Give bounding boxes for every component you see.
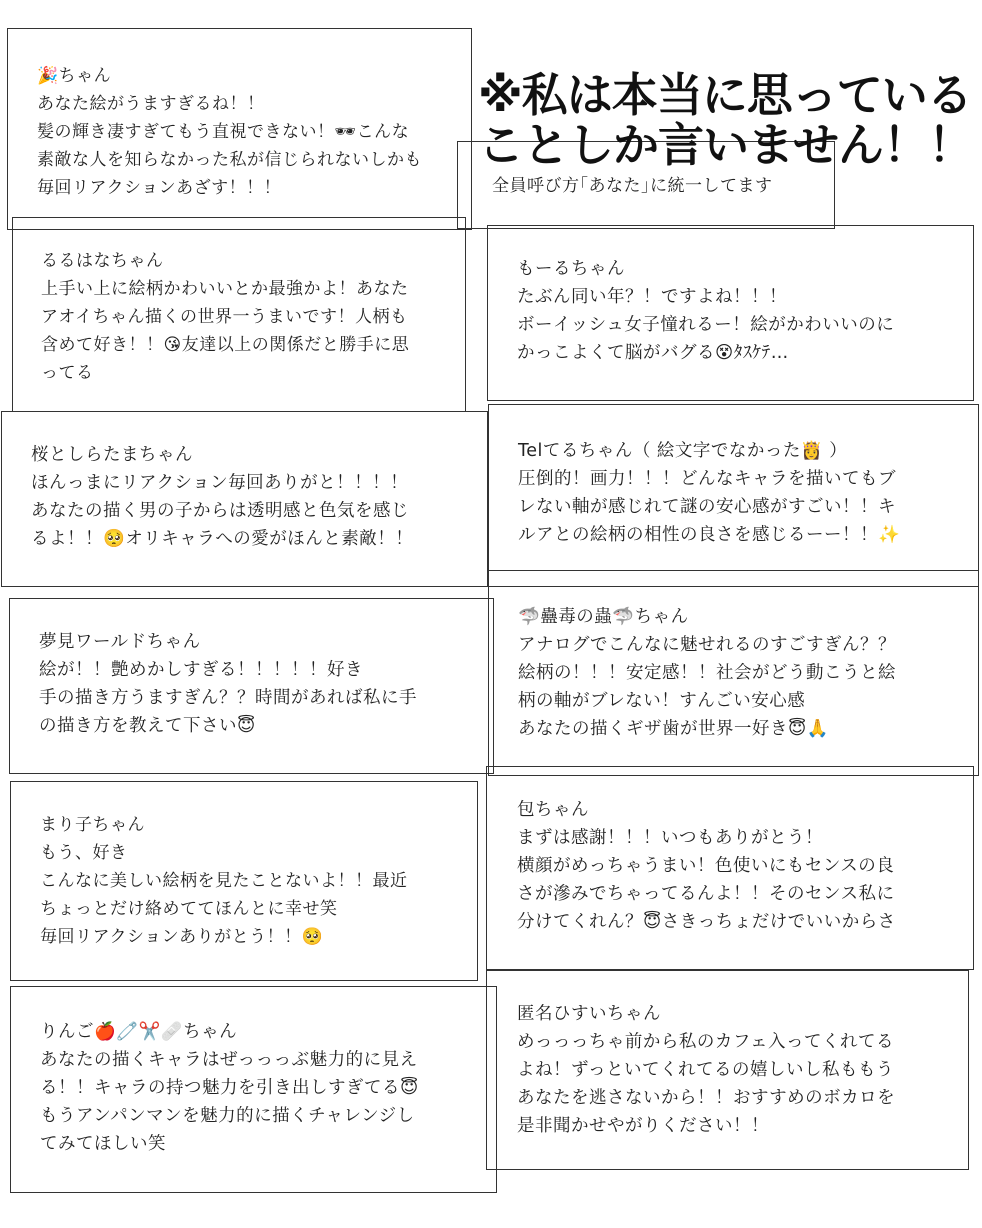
sender-name: 🎉ちゃん xyxy=(37,66,112,86)
message-line: 含めて好き！！😘友達以上の関係だと勝手に思 xyxy=(41,335,410,355)
headline-line-2: ことしか言いません！！ xyxy=(478,118,973,172)
message-line: よね！ずっといてくれてるの嬉しいし私ももう xyxy=(517,1060,894,1080)
message-line: たぶん同い年？！ですよね！！！ xyxy=(517,287,787,307)
message-line: レない軸が感じれて謎の安心感がすごい！！キ xyxy=(518,497,896,517)
sender-name: Telてるちゃん（ 絵文字でなかった👸 ） xyxy=(518,441,848,461)
message-line: アオイちゃん描くの世界一うまいです！人柄も xyxy=(41,307,408,327)
message-line: 是非聞かせやがりください！！ xyxy=(517,1116,769,1136)
message-line: ちょっとだけ絡めててほんとに幸せ笑 xyxy=(40,899,338,919)
message-line: 素敵な人を知らなかった私が信じられないしかも xyxy=(37,150,422,170)
message-line: あなたの描くギザ歯が世界一好き😇🙏 xyxy=(518,719,830,739)
message-line: 絵が！！艶めかしすぎる！！！！！好き xyxy=(39,660,363,680)
message-line: まずは感謝！！！いつもありがとう！ xyxy=(517,828,823,848)
message-line: 圧倒的！画力！！！どんなキャラを描いてもブ xyxy=(518,469,896,489)
message-text-1 xyxy=(37,62,422,202)
message-text-5 xyxy=(518,437,900,549)
message-text-2 xyxy=(41,247,409,387)
message-text-11 xyxy=(517,1000,895,1140)
message-line: ボーイッシュ女子憧れるー！絵がかわいいのに xyxy=(517,315,895,335)
message-line: あなたを逃さないから！！おすすめのボカロを xyxy=(517,1088,896,1108)
message-line: あなたの描く男の子からは透明感と色気を感じ xyxy=(31,501,409,521)
message-line: 絵柄の！！！安定感！！社会がどう動こうと絵 xyxy=(518,663,896,683)
message-text-10 xyxy=(40,1018,419,1158)
message-line: かっこよくて脳がバグる😵ﾀｽｹﾃ… xyxy=(517,343,789,363)
message-text-4 xyxy=(31,441,413,553)
message-text-6 xyxy=(39,628,417,740)
sender-name: 夢見ワールドちゃん xyxy=(39,632,201,652)
naming-note: 全員呼び方｢あなた｣に統一してます xyxy=(492,176,773,196)
message-text-9 xyxy=(517,796,896,936)
message-line: あなた絵がうますぎるね！！ xyxy=(37,94,265,114)
message-line: 毎回リアクションありがとう！！🥺 xyxy=(40,927,324,947)
sender-name: まり子ちゃん xyxy=(40,815,145,835)
message-line: さが滲みでちゃってるんよ！！そのセンス私に xyxy=(517,884,895,904)
message-line: アナログでこんなに魅せれるのすごすぎん？？ xyxy=(518,635,896,655)
message-line: る！！キャラの持つ魅力を引き出しすぎてる😇 xyxy=(40,1078,419,1098)
sender-name: りんご🍎🧷✂️🩹ちゃん xyxy=(40,1022,238,1042)
message-line: 毎回リアクションあざす！！！ xyxy=(37,178,282,198)
message-line: もう、好き xyxy=(40,843,128,863)
message-line: 横顔がめっちゃうまい！色使いにもセンスの良 xyxy=(517,856,895,876)
message-line: ってる xyxy=(41,363,94,383)
headline xyxy=(478,70,973,170)
message-text-8 xyxy=(40,811,408,951)
sender-name: るるはなちゃん xyxy=(41,251,164,271)
message-line: 上手い上に絵柄かわいいとか最強かよ！あなた xyxy=(41,279,409,299)
headline-line-1: ※私は本当に思っている xyxy=(478,68,972,122)
sender-name: 🦈蠱毒の蟲🦈ちゃん xyxy=(518,607,689,627)
message-line: てみてほしい笑 xyxy=(40,1134,166,1154)
sender-name: 桜としらたまちゃん xyxy=(31,445,193,465)
sender-name: 包ちゃん xyxy=(517,800,589,820)
message-line: もうアンパンマンを魅力的に描くチャレンジし xyxy=(40,1106,415,1126)
message-line: めっっっちゃ前から私のカフェ入ってくれてる xyxy=(517,1032,894,1052)
sender-name: 匿名ひすいちゃん xyxy=(517,1004,661,1024)
message-line: あなたの描くキャラはぜっっっぶ魅力的に見え xyxy=(40,1050,418,1070)
message-text-3 xyxy=(517,255,894,367)
message-line: るよ！！🥺オリキャラへの愛がほんと素敵！！ xyxy=(31,529,414,549)
message-line: 髪の輝き凄すぎてもう直視できない！🕶こんな xyxy=(37,122,410,142)
message-line: 分けてくれん？😇さきっちょだけでいいからさ xyxy=(517,912,896,932)
message-line: の描き方を教えて下さい😇 xyxy=(39,716,256,736)
message-line: ルアとの絵柄の相性の良さを感じるーー！！✨ xyxy=(518,525,901,545)
message-line: 柄の軸がブレない！すんごい安心感 xyxy=(518,691,806,711)
message-line: ほんっまにリアクション毎回ありがと！！！！ xyxy=(31,473,409,493)
message-line: こんなに美しい絵柄を見たことないよ！！最近 xyxy=(40,871,408,891)
message-text-7 xyxy=(518,603,896,743)
message-line: 手の描き方うますぎん？？時間があれば私に手 xyxy=(39,688,417,708)
sender-name: もーるちゃん xyxy=(517,259,625,279)
